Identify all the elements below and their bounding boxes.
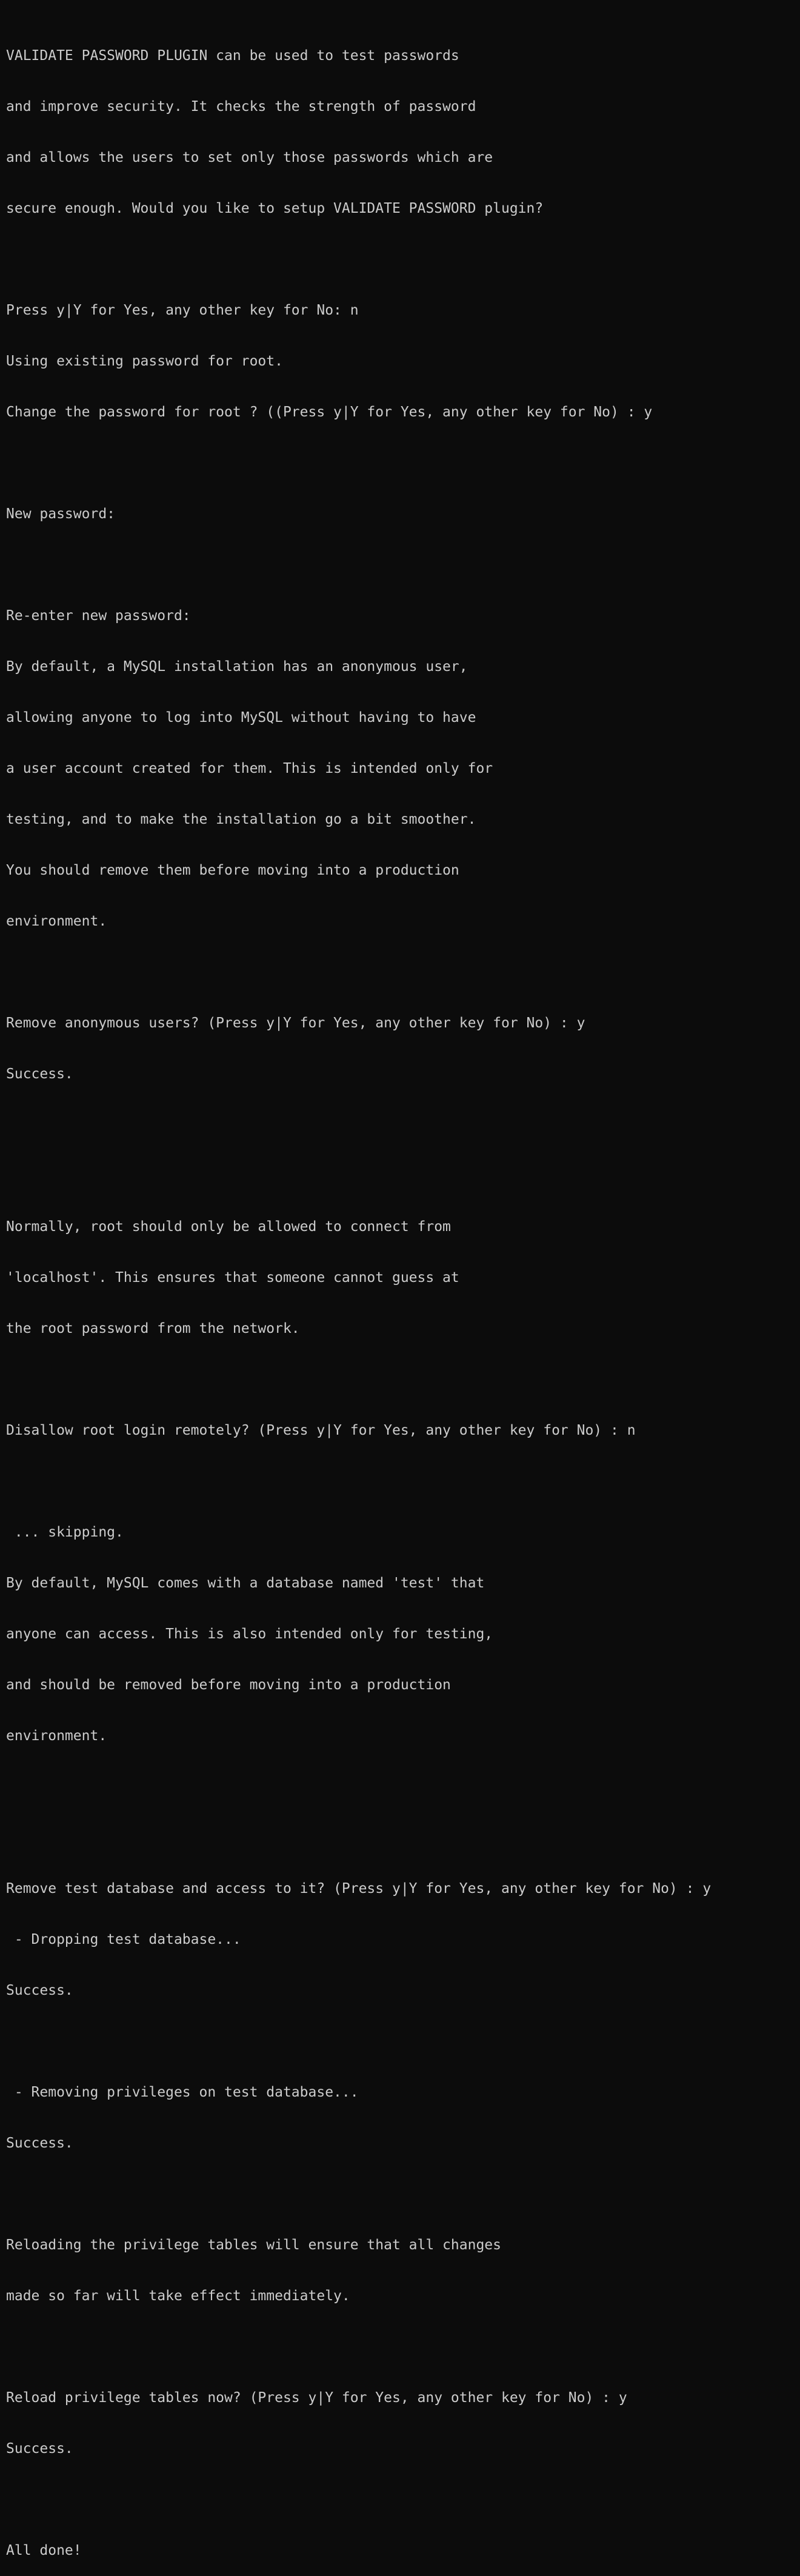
terminal-line: environment. [6,1728,107,1744]
terminal-line: and allows the users to set only those passwords which are [6,150,493,165]
terminal-line: Re-enter new password: [6,608,191,624]
terminal-output[interactable] [6,13,800,2576]
terminal-line: - Removing privileges on test database... [6,2084,359,2100]
terminal-line: Press y|Y for Yes, any other key for No: n [6,302,359,318]
terminal-line: anyone can access. This is also intended only for testing, [6,1626,493,1642]
terminal-line: Disallow root login remotely? (Press y|Y for Yes, any other key for No) : n [6,1423,636,1438]
terminal-line: Normally, root should only be allowed to connect from [6,1219,451,1235]
terminal-line [6,1116,800,1133]
terminal-line [6,1167,800,1184]
terminal-line [6,556,800,573]
terminal-line: Success. [6,2441,73,2457]
terminal-line [6,964,800,981]
terminal-line: Success. [6,1983,73,1998]
terminal-line: and improve security. It checks the strength of password [6,99,476,115]
terminal-line: made so far will take effect immediately. [6,2288,350,2304]
terminal-line: a user account created for them. This is intended only for [6,761,493,776]
terminal-line [6,1829,800,1846]
terminal-line [6,251,800,268]
terminal-line: ... skipping. [6,1524,124,1540]
terminal-line: secure enough. Would you like to setup VALIDATE PASSWORD plugin? [6,201,544,216]
terminal-line: By default, MySQL comes with a database named 'test' that [6,1575,485,1591]
terminal-line: You should remove them before moving into a production [6,863,459,878]
terminal-line [6,2033,800,2050]
terminal-line: Change the password for root ? ((Press y|Y for Yes, any other key for No) : y [6,404,653,420]
terminal-line: VALIDATE PASSWORD PLUGIN can be used to test passwords [6,48,459,64]
terminal-line: By default, a MySQL installation has an anonymous user, [6,659,468,675]
terminal-line: Reload privilege tables now? (Press y|Y for Yes, any other key for No) : y [6,2390,627,2406]
terminal-line: Success. [6,2135,73,2151]
terminal-line [6,2338,800,2355]
terminal-line: All done! [6,2543,82,2558]
terminal-line [6,1778,800,1795]
terminal-line: Using existing password for root. [6,353,283,369]
terminal-line [6,2186,800,2203]
terminal-line: Remove anonymous users? (Press y|Y for Yes, any other key for No) : y [6,1015,585,1031]
terminal-line: New password: [6,506,116,522]
terminal-line: testing, and to make the installation go a bit smoother. [6,812,476,827]
terminal-line: Remove test database and access to it? (Press y|Y for Yes, any other key for No) : y [6,1881,712,1897]
terminal-line: 'localhost'. This ensures that someone cannot guess at [6,1270,459,1286]
terminal-line: the root password from the network. [6,1321,300,1336]
terminal-line: and should be removed before moving into a production [6,1677,451,1693]
terminal-line: allowing anyone to log into MySQL without having to have [6,710,476,726]
terminal-line [6,1371,800,1388]
terminal-line: Reloading the privilege tables will ensure that all changes [6,2237,501,2253]
terminal-line: Success. [6,1066,73,1082]
terminal-line [6,1473,800,1490]
terminal-line: environment. [6,913,107,929]
terminal-line [6,2491,800,2508]
terminal-line: - Dropping test database... [6,1932,241,1947]
terminal-line [6,455,800,472]
